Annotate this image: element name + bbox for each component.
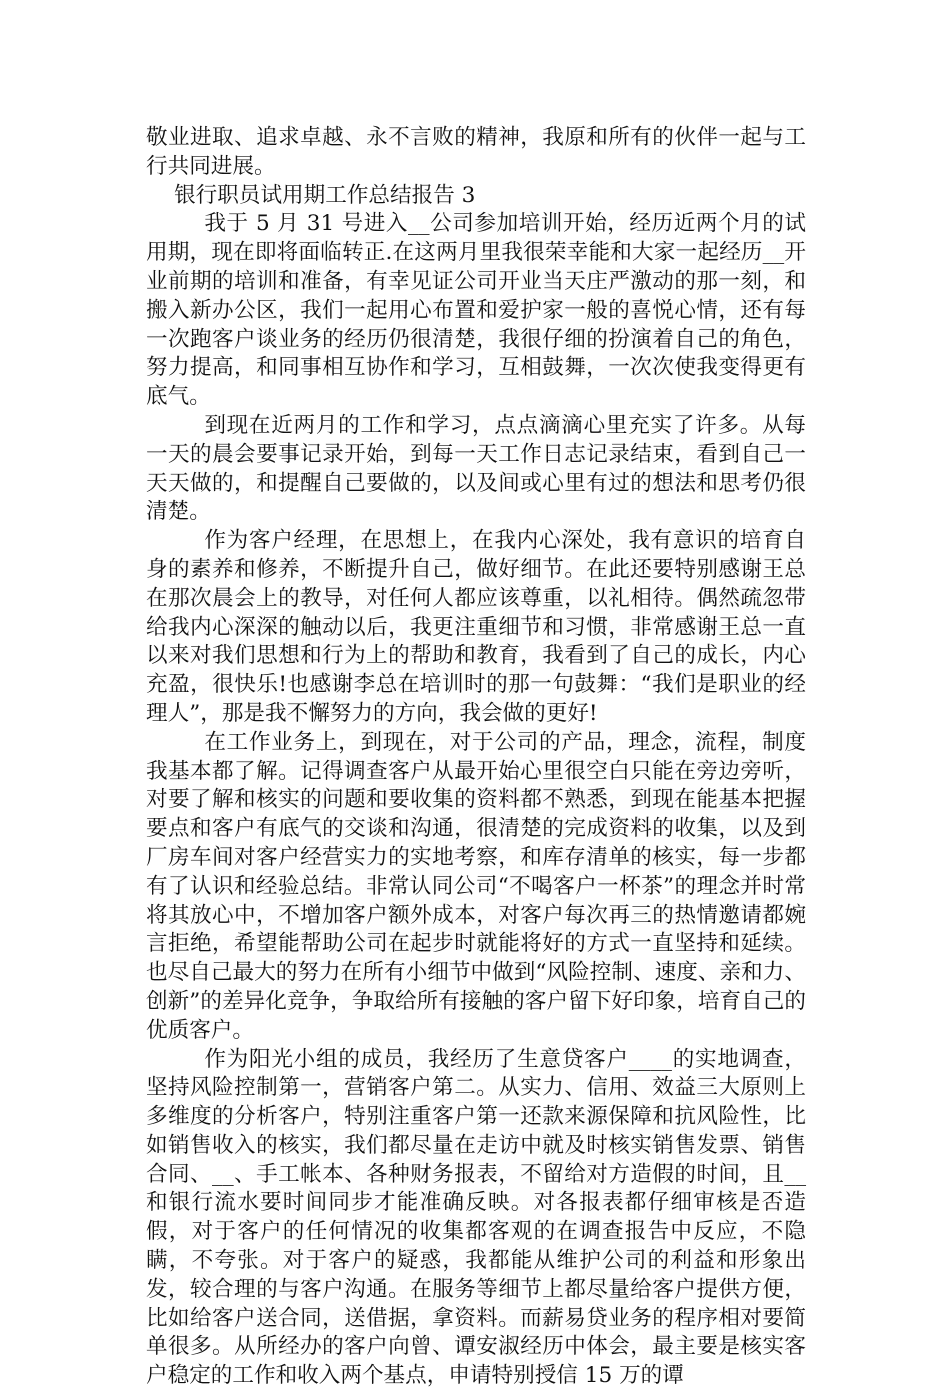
paragraph-team: 作为阳光小组的成员，我经历了生意贷客户____的实地调查，坚持风险控制第一，营销客户第二。从实力、信用、效益三大原则上多维度的分析客户，特别注重客户第一还款来源保障和抗风险性，比如销售收入的核实，我们都尽量在走访中就及时核实销售发票、销售合同、__、手工帐本、各种财务报表，不留给对方造假的时间，且__和银行流水要时间同步才能准确反映。对各报表都仔细审核是否造假，对于客户的任何情况的收集都客观的在调查报告中反应，不隐瞒，不夸张。对于客户的疑惑，我都能从维护公司的利益和形象出发，较合理的与客户沟通。在服务等细节上都尽量给客户提供方便，比如给客户送合同，送借据，拿资料。而薪易贷业务的程序相对要简单很多。从所经办的客户向曾、谭安淑经历中体会，最主要是核实客户稳定的工作和收入两个基点，申请特别授信 15 万的谭 xyxy=(146,1046,806,1391)
section-heading: 银行职员试用期工作总结报告 3 xyxy=(146,182,806,211)
paragraph-business: 在工作业务上，到现在，对于公司的产品，理念，流程，制度我基本都了解。记得调查客户从最开始心里很空白只能在旁边旁听，对要了解和核实的问题和要收集的资料都不熟悉，到现在能基本把握要点和客户有底气的交谈和沟通，很清楚的完成资料的收集，以及到厂房车间对客户经营实力的实地考察，和库存清单的核实，每一步都有了认识和经验总结。非常认同公司“不喝客户一杯茶”的理念并时常将其放心中，不增加客户额外成本，对客户每次再三的热情邀请都婉言拒绝，希望能帮助公司在起步时就能将好的方式一直坚持和延续。也尽自己最大的努力在所有小细节中做到“风险控制、速度、亲和力、创新”的差异化竞争，争取给所有接触的客户留下好印象，培育自己的优质客户。 xyxy=(146,729,806,1046)
document-page xyxy=(146,124,806,1391)
paragraph-mindset: 作为客户经理，在思想上，在我内心深处，我有意识的培育自身的素养和修养，不断提升自己，做好细节。在此还要特别感谢王总在那次晨会上的教导，对任何人都应该尊重，以礼相待。偶然疏忽带给我内心深深的触动以后，我更注重细节和习惯，非常感谢王总一直以来对我们思想和行为上的帮助和教育，我看到了自己的成长，内心充盈，很快乐!也感谢李总在培训时的那一句鼓舞：“我们是职业的经理人”，那是我不懈努力的方向，我会做的更好! xyxy=(146,527,806,729)
paragraph-probation-intro: 我于 5 月 31 号进入__公司参加培训开始，经历近两个月的试用期，现在即将面临转正.在这两月里我很荣幸能和大家一起经历__开业前期的培训和准备，有幸见证公司开业当天庄严激动的那一刻，和搬入新办公区，我们一起用心布置和爱护家一般的喜悦心情，还有每一次跑客户谈业务的经历仍很清楚，我很仔细的扮演着自己的角色，努力提高，和同事相互协作和学习，互相鼓舞，一次次使我变得更有底气。 xyxy=(146,210,806,412)
paragraph-continuation: 敬业进取、追求卓越、永不言败的精神，我原和所有的伙伴一起与工行共同进展。 xyxy=(146,124,806,182)
paragraph-work-study: 到现在近两月的工作和学习，点点滴滴心里充实了许多。从每一天的晨会要事记录开始，到每一天工作日志记录结束，看到自己一天天做的，和提醒自己要做的，以及间或心里有过的想法和思考仍很清楚。 xyxy=(146,412,806,527)
